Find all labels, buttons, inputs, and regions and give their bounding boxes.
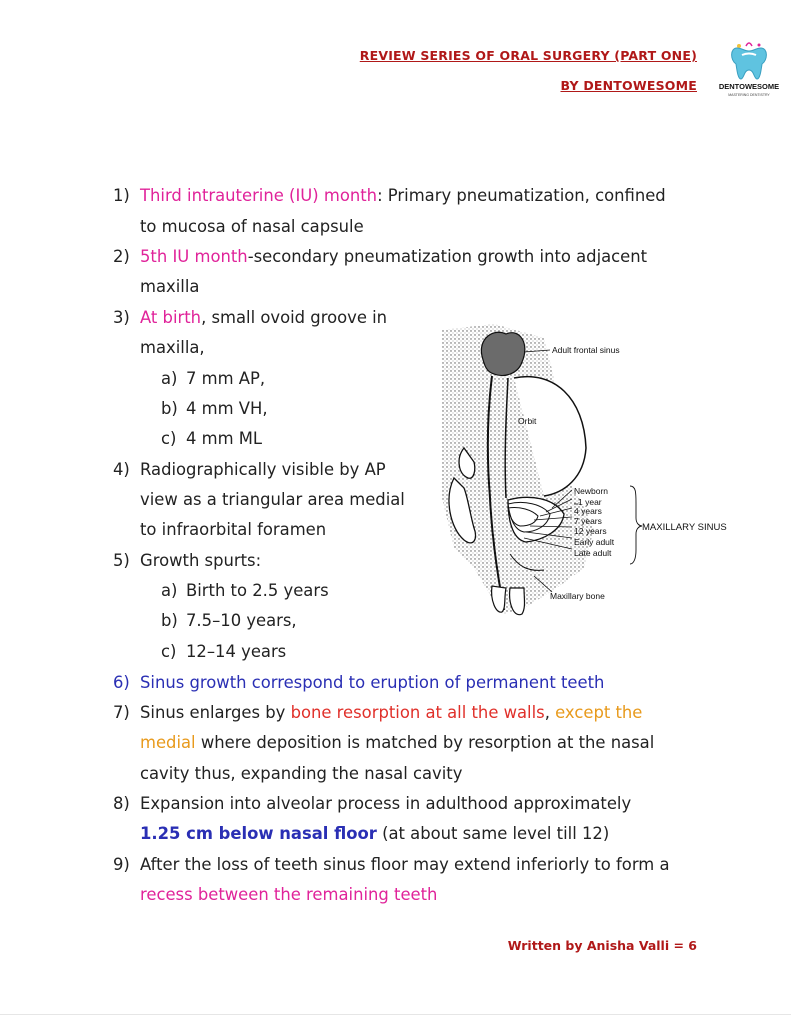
list-number: 3) <box>113 308 130 327</box>
list-item-2-line <box>140 247 647 266</box>
dentowesome-logo <box>716 38 782 106</box>
label-newborn: Newborn <box>574 486 609 496</box>
list-item-2-cont: maxilla <box>140 277 200 296</box>
highlight-text: 1.25 cm below nasal floor <box>140 824 377 843</box>
list-item-7-line <box>140 703 642 722</box>
list-text: , small ovoid groove in <box>201 308 388 327</box>
sub-letter: a) <box>161 369 178 388</box>
sub-item-text: 12–14 years <box>186 642 287 661</box>
sub-item-text: 7.5–10 years, <box>186 611 297 630</box>
label-maxillary-sinus: MAXILLARY SINUS <box>642 522 727 533</box>
list-number: 2) <box>113 247 130 266</box>
sub-letter: c) <box>161 642 177 661</box>
label-12-years: 12 years <box>574 526 607 536</box>
list-item-9-cont: recess between the remaining teeth <box>140 885 438 904</box>
label-frontal-sinus: Adult frontal sinus <box>552 345 620 355</box>
sub-letter: c) <box>161 429 177 448</box>
sub-letter: b) <box>161 611 178 630</box>
list-number: 4) <box>113 460 130 479</box>
list-number: 1) <box>113 186 130 205</box>
list-text: Sinus enlarges by <box>140 703 291 722</box>
list-item-3-line <box>140 308 387 327</box>
sub-item-text: 4 mm ML <box>186 429 263 448</box>
list-item-8-cont <box>140 824 609 843</box>
list-item-5-line: Growth spurts: <box>140 551 262 570</box>
sinus-brace <box>630 486 642 564</box>
list-text: : Primary pneumatization, confined <box>377 186 666 205</box>
logo-name: DENTOWESOME <box>718 82 780 91</box>
page-divider <box>0 1014 791 1015</box>
list-number: 6) <box>113 673 130 692</box>
sub-letter: b) <box>161 399 178 418</box>
series-title: REVIEW SERIES OF ORAL SURGERY (PART ONE) <box>359 48 697 63</box>
list-text: where deposition is matched by resorption at the nasal <box>195 733 655 752</box>
list-number: 8) <box>113 794 130 813</box>
sub-item-text: Birth to 2.5 years <box>186 581 329 600</box>
sub-item-text: 4 mm VH, <box>186 399 268 418</box>
list-item-4-line: Radiographically visible by AP <box>140 460 386 479</box>
list-item-1-line <box>140 186 666 205</box>
highlight-text: At birth <box>140 308 202 327</box>
highlight-text: except the <box>555 703 643 722</box>
tooth-shape <box>492 586 506 612</box>
label-early-adult: Early adult <box>574 537 615 547</box>
list-item-7-cont <box>140 733 654 752</box>
logo-tagline: MASTERING DENTISTRY <box>728 93 770 97</box>
list-number: 7) <box>113 703 130 722</box>
byline: BY DENTOWESOME <box>560 78 697 93</box>
list-item-6-line: Sinus growth correspond to eruption of permanent teeth <box>140 673 605 692</box>
sinus-development-figure <box>434 318 734 624</box>
highlight-text: 5th IU month <box>140 247 248 266</box>
label-7-years: 7 years <box>574 516 602 526</box>
list-text: (at about same level till 12) <box>376 824 610 843</box>
author-footer: Written by Anisha Valli = 6 <box>507 938 697 953</box>
list-text: -secondary pneumatization growth into adjacent <box>247 247 648 266</box>
list-item-3-cont: maxilla, <box>140 338 205 357</box>
list-item-8-line: Expansion into alveolar process in adulthood approximately <box>140 794 632 813</box>
list-item-9-line: After the loss of teeth sinus floor may extend inferiorly to form a <box>140 855 670 874</box>
list-text: , <box>544 703 556 722</box>
frontal-sinus <box>481 332 524 375</box>
highlight-text: bone resorption at all the walls <box>290 703 545 722</box>
label-orbit: Orbit <box>518 416 537 426</box>
tooth-icon <box>716 38 782 82</box>
label-maxillary-bone: Maxillary bone <box>550 591 605 601</box>
sub-item-text: 7 mm AP, <box>186 369 266 388</box>
sub-letter: a) <box>161 581 178 600</box>
list-number: 5) <box>113 551 130 570</box>
list-item-1-cont: to mucosa of nasal capsule <box>140 217 364 236</box>
label-1-year: 1 year <box>578 497 602 507</box>
list-item-4-line: to infraorbital foramen <box>140 520 327 539</box>
label-4-years: 4 years <box>574 506 602 516</box>
maxillary-sinus-diagram <box>434 318 734 624</box>
list-item-4-line: view as a triangular area medial <box>140 490 405 509</box>
highlight-text: Third intrauterine (IU) month <box>140 186 378 205</box>
list-item-7-cont: cavity thus, expanding the nasal cavity <box>140 764 463 783</box>
list-number: 9) <box>113 855 130 874</box>
highlight-text: medial <box>140 733 196 752</box>
label-late-adult: Late adult <box>574 548 612 558</box>
